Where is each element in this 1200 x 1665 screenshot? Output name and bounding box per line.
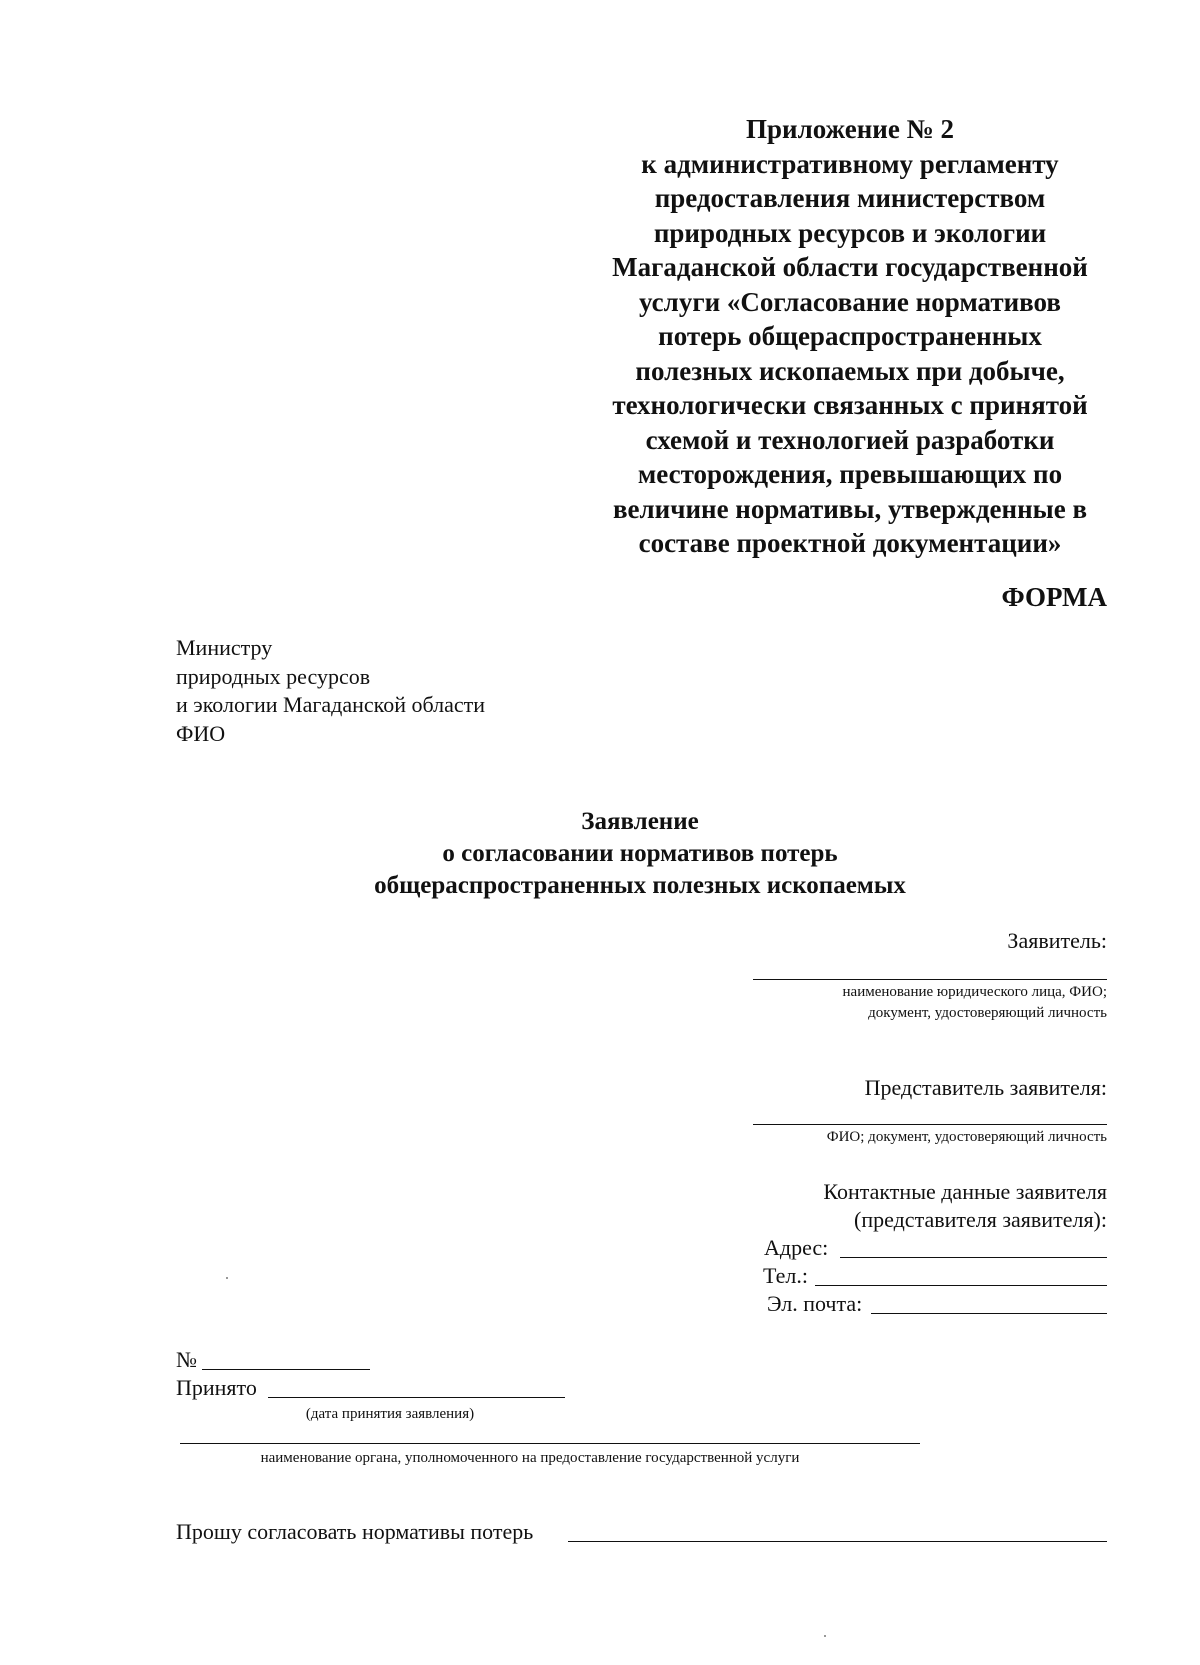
appendix-header	[600, 112, 1100, 561]
representative-label: Представитель заявителя:	[864, 1075, 1107, 1100]
recipient-line: и экологии Магаданской области	[176, 692, 486, 717]
appendix-line: Магаданской области государственной	[612, 252, 1088, 282]
appendix-line: Приложение № 2	[746, 114, 954, 144]
appendix-line: месторождения, превышающих по	[637, 459, 1063, 489]
appendix-line: величине нормативы, утвержденные в	[612, 493, 1088, 524]
accepted-date-fill-line[interactable]	[268, 1397, 565, 1398]
address-fill-line[interactable]	[840, 1257, 1107, 1258]
appendix-line: предоставления министерством	[654, 183, 1046, 213]
phone-field[interactable]	[763, 1262, 1107, 1290]
applicant-fill-line[interactable]	[753, 979, 1107, 980]
form-label: ФОРМА	[1001, 582, 1107, 612]
email-field[interactable]	[767, 1290, 1107, 1318]
email-fill-line[interactable]	[871, 1313, 1107, 1314]
scan-speck	[226, 1277, 228, 1279]
registration-number-field[interactable]	[176, 1346, 370, 1374]
accepted-date-field[interactable]	[176, 1374, 565, 1402]
number-sign-label: №	[176, 1347, 197, 1372]
appendix-line: услуги «Согласование нормативов	[639, 286, 1061, 317]
recipient-block	[176, 634, 485, 748]
statement-title-line: о согласовании нормативов потерь	[442, 840, 838, 867]
recipient-line: ФИО	[176, 720, 226, 746]
authority-fill-line[interactable]	[180, 1443, 920, 1444]
request-text: Прошу согласовать нормативы потерь	[176, 1519, 534, 1544]
registration-number-fill-line[interactable]	[202, 1369, 370, 1370]
appendix-line: составе проектной документации»	[638, 528, 1062, 558]
representative-fill-line[interactable]	[753, 1124, 1107, 1125]
applicant-caption-line: наименование юридического лица, ФИО;	[842, 984, 1107, 1000]
appendix-line: полезных ископаемых при добыче,	[635, 355, 1065, 386]
recipient-line: Министру	[176, 635, 273, 660]
statement-title-line: общераспространенных полезных ископаемых	[374, 872, 906, 899]
request-fill-line[interactable]	[568, 1541, 1107, 1542]
phone-fill-line[interactable]	[815, 1285, 1107, 1286]
applicant-label: Заявитель:	[1007, 928, 1107, 953]
authority-caption: наименование органа, уполномоченного на предоставление государственной услуги	[260, 1450, 800, 1466]
address-label: Адрес:	[764, 1235, 829, 1260]
representative-caption: ФИО; документ, удостоверяющий личность	[826, 1129, 1107, 1145]
request-field[interactable]	[176, 1518, 1107, 1546]
appendix-line: технологически связанных с принятой	[612, 390, 1088, 420]
scan-speck	[824, 1635, 826, 1637]
appendix-line: потерь общераспространенных	[658, 321, 1042, 351]
contacts-block	[823, 1178, 1107, 1234]
address-field[interactable]	[764, 1234, 1107, 1262]
appendix-line: к административному регламенту	[641, 148, 1059, 179]
statement-title	[200, 806, 1080, 902]
recipient-line: природных ресурсов	[176, 663, 371, 689]
accepted-label: Принято	[176, 1375, 257, 1400]
applicant-caption	[843, 982, 1107, 1024]
appendix-line: природных ресурсов и экологии	[653, 217, 1047, 248]
contacts-title-line: Контактные данные заявителя	[823, 1179, 1107, 1204]
email-label: Эл. почта:	[767, 1291, 863, 1316]
phone-label: Тел.:	[763, 1263, 808, 1288]
accepted-date-caption: (дата принятия заявления)	[305, 1406, 475, 1422]
applicant-caption-line: документ, удостоверяющий личность	[868, 1005, 1107, 1021]
contacts-title-line: (представителя заявителя):	[854, 1207, 1107, 1232]
appendix-line: схемой и технологией разработки	[645, 424, 1055, 455]
statement-title-line: Заявление	[581, 808, 699, 835]
